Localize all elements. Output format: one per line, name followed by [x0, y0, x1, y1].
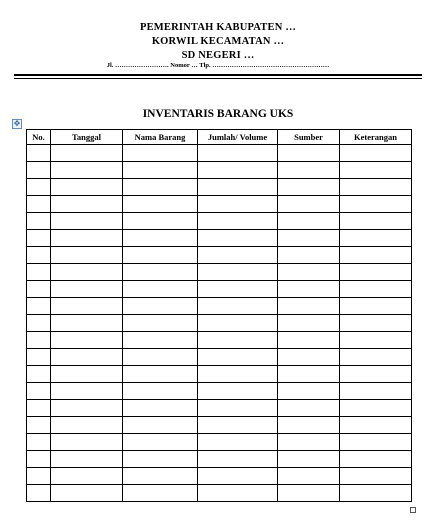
table-cell[interactable]	[278, 145, 340, 162]
letterhead-district: KORWIL KECAMATAN …	[151, 36, 285, 47]
table-cell[interactable]	[198, 383, 278, 400]
table-cell[interactable]	[278, 179, 340, 196]
table-cell[interactable]	[123, 468, 198, 485]
table-cell[interactable]	[198, 349, 278, 366]
table-cell[interactable]	[278, 230, 340, 247]
table-cell[interactable]	[123, 451, 198, 468]
table-cell[interactable]	[123, 315, 198, 332]
table-cell[interactable]	[27, 451, 51, 468]
table-cell[interactable]	[27, 230, 51, 247]
letterhead-school: SD NEGERI …	[181, 50, 255, 61]
table-cell[interactable]	[198, 332, 278, 349]
column-header-nama-barang: Nama Barang	[123, 130, 198, 145]
table-row	[27, 196, 412, 213]
table-cell[interactable]	[27, 281, 51, 298]
table-cell[interactable]	[340, 247, 412, 264]
table-cell[interactable]	[51, 162, 123, 179]
table-cell[interactable]	[198, 247, 278, 264]
table-cell[interactable]	[340, 451, 412, 468]
table-row	[27, 349, 412, 366]
table-cell[interactable]	[27, 434, 51, 451]
table-cell[interactable]	[123, 298, 198, 315]
table-cell[interactable]	[278, 434, 340, 451]
letterhead-divider-thick	[14, 74, 422, 76]
table-cell[interactable]	[123, 179, 198, 196]
table-cell[interactable]	[340, 196, 412, 213]
table-cell[interactable]	[27, 213, 51, 230]
table-cell[interactable]	[27, 264, 51, 281]
table-cell[interactable]	[340, 485, 412, 502]
table-cell[interactable]	[51, 485, 123, 502]
table-cell[interactable]	[27, 400, 51, 417]
table-cell[interactable]	[198, 213, 278, 230]
table-cell[interactable]	[340, 213, 412, 230]
table-cell[interactable]	[51, 417, 123, 434]
table-cell[interactable]	[278, 162, 340, 179]
table-cell[interactable]	[278, 315, 340, 332]
letterhead-address: Jl. ……………………. Nomor … Tlp. ………………………………………………	[106, 62, 330, 69]
table-cell[interactable]	[198, 281, 278, 298]
table-cell[interactable]	[198, 298, 278, 315]
table-cell[interactable]	[51, 451, 123, 468]
table-cell[interactable]	[198, 179, 278, 196]
table-cell[interactable]	[27, 179, 51, 196]
table-cell[interactable]	[198, 451, 278, 468]
table-cell[interactable]	[198, 162, 278, 179]
letterhead-divider-thin	[14, 78, 422, 79]
table-cell[interactable]	[340, 230, 412, 247]
table-cell[interactable]	[27, 298, 51, 315]
table-cell[interactable]	[198, 468, 278, 485]
table-row	[27, 366, 412, 383]
table-row	[27, 145, 412, 162]
table-cell[interactable]	[278, 451, 340, 468]
table-cell[interactable]	[340, 145, 412, 162]
table-row	[27, 315, 412, 332]
table-cell[interactable]	[278, 264, 340, 281]
table-row	[27, 485, 412, 502]
table-cell[interactable]	[340, 315, 412, 332]
table-cell[interactable]	[27, 332, 51, 349]
table-cell[interactable]	[278, 298, 340, 315]
table-cell[interactable]	[27, 383, 51, 400]
table-cell[interactable]	[27, 417, 51, 434]
table-cell[interactable]	[51, 468, 123, 485]
table-cell[interactable]	[123, 145, 198, 162]
table-cell[interactable]	[340, 162, 412, 179]
table-cell[interactable]	[340, 468, 412, 485]
table-cell[interactable]	[198, 196, 278, 213]
column-header-jumlah-volume: Jumlah/ Volume	[198, 130, 278, 145]
table-cell[interactable]	[51, 434, 123, 451]
table-cell[interactable]	[340, 298, 412, 315]
table-cell[interactable]	[278, 468, 340, 485]
table-cell[interactable]	[198, 417, 278, 434]
table-cell[interactable]	[123, 196, 198, 213]
table-cell[interactable]	[51, 383, 123, 400]
table-cell[interactable]	[198, 315, 278, 332]
table-cell[interactable]	[27, 315, 51, 332]
table-row	[27, 400, 412, 417]
table-cell[interactable]	[340, 366, 412, 383]
table-cell[interactable]	[27, 349, 51, 366]
table-cell[interactable]	[51, 315, 123, 332]
table-cell[interactable]	[278, 485, 340, 502]
table-cell[interactable]	[51, 213, 123, 230]
table-row	[27, 451, 412, 468]
table-cell[interactable]	[123, 332, 198, 349]
column-header-tanggal: Tanggal	[51, 130, 123, 145]
column-header-sumber: Sumber	[278, 130, 340, 145]
table-cell[interactable]	[123, 434, 198, 451]
table-row	[27, 468, 412, 485]
column-header-no: No.	[27, 130, 51, 145]
table-cell[interactable]	[278, 213, 340, 230]
table-row	[27, 298, 412, 315]
table-cell[interactable]	[123, 247, 198, 264]
table-cell[interactable]	[123, 230, 198, 247]
table-cell[interactable]	[27, 366, 51, 383]
table-cell[interactable]	[123, 366, 198, 383]
table-cell[interactable]	[51, 332, 123, 349]
document-title: INVENTARIS BARANG UKS	[142, 108, 294, 120]
table-header-row	[27, 130, 412, 145]
table-cell[interactable]	[278, 332, 340, 349]
table-cell[interactable]	[123, 162, 198, 179]
table-cell[interactable]	[123, 264, 198, 281]
table-row	[27, 179, 412, 196]
table-cell[interactable]	[123, 383, 198, 400]
table-row	[27, 332, 412, 349]
table-cell[interactable]	[278, 349, 340, 366]
table-cell[interactable]	[123, 485, 198, 502]
table-cell[interactable]	[51, 366, 123, 383]
table-cell[interactable]	[51, 230, 123, 247]
table-cell[interactable]	[198, 400, 278, 417]
table-cell[interactable]	[198, 434, 278, 451]
table-row	[27, 383, 412, 400]
table-cell[interactable]	[340, 400, 412, 417]
table-cell[interactable]	[278, 196, 340, 213]
table-cell[interactable]	[198, 366, 278, 383]
table-cell[interactable]	[340, 332, 412, 349]
table-cell[interactable]	[198, 230, 278, 247]
table-row	[27, 162, 412, 179]
table-cell[interactable]	[51, 298, 123, 315]
table-cell[interactable]	[27, 196, 51, 213]
table-cell[interactable]	[278, 366, 340, 383]
table-row	[27, 213, 412, 230]
table-cell[interactable]	[123, 213, 198, 230]
table-cell[interactable]	[340, 383, 412, 400]
table-cell[interactable]	[27, 485, 51, 502]
table-cell[interactable]	[278, 247, 340, 264]
table-row	[27, 264, 412, 281]
table-cell[interactable]	[340, 264, 412, 281]
table-cell[interactable]	[27, 162, 51, 179]
table-cell[interactable]	[198, 485, 278, 502]
table-cell[interactable]	[278, 383, 340, 400]
table-row	[27, 434, 412, 451]
table-row	[27, 247, 412, 264]
table-cell[interactable]	[51, 349, 123, 366]
table-cell[interactable]	[51, 179, 123, 196]
table-move-icon[interactable]: ✥	[13, 119, 21, 128]
table-cell[interactable]	[27, 468, 51, 485]
table-cell[interactable]	[340, 281, 412, 298]
table-cell[interactable]	[51, 264, 123, 281]
table-cell[interactable]	[27, 145, 51, 162]
table-cell[interactable]	[198, 264, 278, 281]
table-cell[interactable]	[340, 417, 412, 434]
table-cell[interactable]	[51, 400, 123, 417]
table-cell[interactable]	[340, 434, 412, 451]
table-cell[interactable]	[340, 349, 412, 366]
table-cell[interactable]	[51, 281, 123, 298]
table-cell[interactable]	[123, 400, 198, 417]
table-cell[interactable]	[27, 247, 51, 264]
table-cell[interactable]	[51, 196, 123, 213]
table-cell[interactable]	[198, 145, 278, 162]
table-row	[27, 281, 412, 298]
table-cell[interactable]	[278, 281, 340, 298]
table-cell[interactable]	[51, 247, 123, 264]
table-resize-icon[interactable]	[410, 507, 416, 513]
table-cell[interactable]	[51, 145, 123, 162]
table-cell[interactable]	[278, 417, 340, 434]
table-row	[27, 230, 412, 247]
table-cell[interactable]	[123, 417, 198, 434]
table-cell[interactable]	[278, 400, 340, 417]
inventory-table	[26, 129, 412, 502]
column-header-keterangan: Keterangan	[340, 130, 412, 145]
table-row	[27, 417, 412, 434]
table-cell[interactable]	[123, 281, 198, 298]
table-cell[interactable]	[123, 349, 198, 366]
letterhead-government: PEMERINTAH KABUPATEN …	[139, 22, 297, 33]
table-cell[interactable]	[340, 179, 412, 196]
